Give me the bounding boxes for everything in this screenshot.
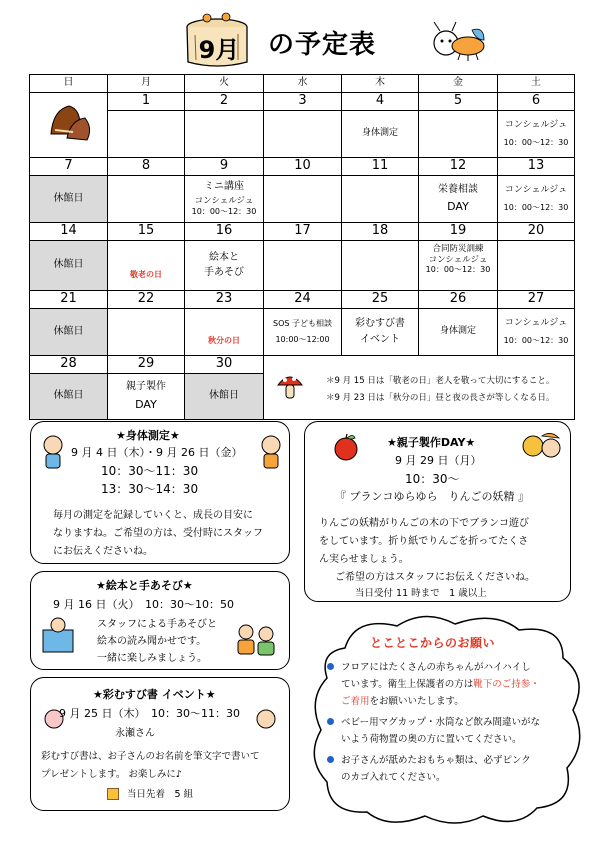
date-number: 17	[264, 223, 342, 241]
box-text: プレゼントします。 お楽しみに♪	[41, 769, 182, 780]
craft-day-box	[304, 421, 571, 602]
weekday-header-row	[30, 75, 575, 93]
date-number: 13	[498, 158, 575, 176]
event-label: コンシェルジュ	[504, 318, 568, 329]
book-reading-icon	[39, 616, 77, 656]
requests-cloud	[305, 608, 590, 830]
bullet-icon	[327, 756, 334, 763]
date-number: 30	[185, 356, 264, 374]
request-text-part: をお願いいたします。	[369, 696, 464, 707]
box-title: ★親子製作DAY★	[387, 436, 476, 449]
date-number: 20	[498, 223, 575, 241]
box-footer: 当日先着 5 組	[127, 789, 194, 800]
event-label: コンシェルジュ	[504, 185, 568, 196]
request-text: のカゴ入れてください。	[341, 772, 446, 783]
holiday-cell	[185, 309, 264, 356]
event-row	[30, 111, 575, 158]
box-text: ご希望の方はスタッフにお伝えくださいね。	[335, 572, 535, 583]
page-title: の予定表	[268, 30, 377, 60]
bullet-icon	[327, 663, 334, 670]
date-row	[30, 93, 575, 111]
closed-day: 休館日	[30, 176, 108, 223]
gift-icon	[107, 788, 119, 800]
event-label: イベント	[360, 333, 400, 345]
holiday-label: 秋分の日	[208, 336, 240, 345]
event-time: 10:00～12:00	[275, 335, 330, 344]
date-number: 26	[419, 291, 498, 309]
acorn-cell	[30, 93, 108, 158]
closed-day: 休館日	[30, 374, 108, 420]
event-drill	[419, 241, 498, 291]
event-time: 10：00～12：30	[425, 265, 491, 275]
event-concierge	[498, 176, 575, 223]
note-line: ＊9 月 23 日は「秋分の日」昼と夜の長さが等しくなる日。	[326, 392, 555, 403]
weekday-cell: 木	[342, 75, 419, 93]
event-cell	[264, 176, 342, 223]
date-row	[30, 356, 575, 374]
event-row	[30, 176, 575, 223]
date-number: 10	[264, 158, 342, 176]
weekday-cell: 土	[498, 75, 575, 93]
bug-icon	[434, 22, 484, 61]
event-cell	[342, 241, 419, 291]
box-title: ★絵本と手あそび★	[96, 579, 193, 592]
event-musubi	[342, 309, 419, 356]
date-number: 29	[108, 356, 185, 374]
bullet-icon	[327, 718, 334, 725]
box-text: 絵本の読み聞かせです。	[97, 636, 207, 647]
event-cell	[108, 309, 185, 356]
event-time: 10：00～12：30	[503, 137, 569, 147]
date-number: 12	[419, 158, 498, 176]
request-highlight: 靴下のご持参・	[473, 679, 540, 690]
event-label: DAY	[135, 397, 157, 411]
event-label: 合同防災訓練	[432, 244, 484, 254]
musubi-box	[30, 677, 290, 811]
date-number: 6	[498, 93, 575, 111]
box-text: なりますね。ご希望の方は、受付時にスタッフ	[53, 528, 263, 539]
event-concierge	[498, 309, 575, 356]
event-nutrition	[419, 176, 498, 223]
event-body-measure: 身体測定	[419, 309, 498, 356]
event-sos	[264, 309, 342, 356]
event-date: 9 月 25 日（木） 10：30～11：30	[59, 707, 240, 720]
request-text: いよう荷物置の奥の方に置いてください。	[341, 734, 522, 745]
event-cell	[264, 111, 342, 158]
event-label: コンシェルジュ	[428, 254, 488, 265]
box-text: 一緒に楽しみましょう。	[97, 653, 207, 664]
event-label: 手あそび	[204, 267, 244, 278]
note-line: ＊9 月 15 日は「敬老の日」老人を敬って大切にすること。	[326, 375, 555, 386]
event-cell	[185, 111, 264, 158]
closed-day: 休館日	[185, 374, 264, 420]
notes-cell	[264, 356, 575, 420]
date-number: 15	[108, 223, 185, 241]
event-time: 13：30～14：30	[101, 482, 199, 496]
event-time: 10：00～12：30	[503, 202, 569, 212]
event-picture-book	[185, 241, 264, 291]
event-time: 10：00～12：30	[503, 335, 569, 345]
date-number: 24	[264, 291, 342, 309]
event-time: 10：00～12：30	[191, 207, 257, 217]
event-date: 9 月 16 日（火） 10：30～10：50	[53, 598, 234, 611]
chestnut-icon	[43, 100, 95, 144]
weekday-cell: 金	[419, 75, 498, 93]
event-date: 9 月 29 日（月）	[395, 454, 482, 467]
date-number: 25	[342, 291, 419, 309]
weekday-cell: 日	[30, 75, 108, 93]
date-number: 2	[185, 93, 264, 111]
mushroom-icon	[276, 371, 304, 403]
request-highlight: ご着用	[341, 696, 370, 707]
requests-title: とことこからのお願い	[370, 636, 496, 650]
holiday-label: 敬老の日	[130, 269, 162, 279]
request-text	[341, 676, 540, 690]
event-label: 絵本と	[209, 251, 239, 263]
event-cell	[419, 111, 498, 158]
date-number: 1	[108, 93, 185, 111]
child-icon	[39, 434, 67, 470]
apple-icon	[331, 432, 361, 462]
weekday-cell: 水	[264, 75, 342, 93]
picture-book-box	[30, 571, 290, 670]
date-row	[30, 158, 575, 176]
month-badge: 9月	[198, 36, 240, 64]
event-label: 栄養相談	[438, 183, 478, 195]
request-text: ベビー用マグカップ・水筒など飲み間違いがな	[341, 717, 541, 728]
event-label: コンシェルジュ	[194, 196, 254, 207]
date-number: 3	[264, 93, 342, 111]
weekday-cell: 月	[108, 75, 185, 93]
date-number: 11	[342, 158, 419, 176]
date-number: 22	[108, 291, 185, 309]
event-label: ミニ講座	[204, 180, 244, 192]
page-header	[0, 0, 595, 74]
face-icon	[253, 708, 279, 730]
children-playing-icon	[234, 622, 280, 658]
box-title: ★身体測定★	[116, 429, 180, 442]
box-text: 毎月の測定を記録していくと、成長の目安に	[53, 510, 253, 521]
event-cell	[108, 176, 185, 223]
event-label: DAY	[447, 200, 469, 214]
holiday-cell	[108, 241, 185, 291]
closed-day: 休館日	[30, 309, 108, 356]
event-cell	[264, 241, 342, 291]
date-number: 21	[30, 291, 108, 309]
event-body-measure: 身体測定	[342, 111, 419, 158]
event-label: 彩むすび書	[355, 318, 405, 329]
event-label: SOS 子ども相談	[273, 319, 332, 328]
body-measure-box	[30, 421, 290, 564]
box-text: りんごの妖精がりんごの木の下でブランコ遊び	[319, 518, 529, 529]
date-number: 9	[185, 158, 264, 176]
presenter-name: 永瀬さん	[115, 728, 155, 739]
event-craft-day	[108, 374, 185, 420]
closed-day: 休館日	[30, 241, 108, 291]
date-number: 16	[185, 223, 264, 241]
event-label: 親子製作	[126, 381, 166, 393]
date-number: 23	[185, 291, 264, 309]
box-text: をしています。折り紙でりんごを折ってたくさ	[319, 536, 529, 547]
box-text: 彩むすび書は、お子さんのお名前を筆文字で書いて	[41, 751, 260, 762]
box-title: ★彩むすび書 イベント★	[93, 688, 216, 701]
date-number: 7	[30, 158, 108, 176]
box-footer: 当日受付 11 時まで 1 歳以上	[355, 588, 487, 599]
date-number: 28	[30, 356, 108, 374]
box-text: スタッフによる手あそびと	[97, 619, 217, 630]
request-text-part: ています。衛生上保護者の方は	[341, 679, 474, 690]
date-row	[30, 291, 575, 309]
event-cell	[342, 176, 419, 223]
event-row	[30, 241, 575, 291]
box-text: ん実らせましょう。	[319, 554, 409, 565]
event-time: 10：30～	[405, 472, 460, 486]
event-cell	[108, 111, 185, 158]
event-concierge	[498, 111, 575, 158]
event-date: 9 月 4 日（木）・9 月 26 日（金）	[71, 446, 243, 459]
weekday-cell: 火	[185, 75, 264, 93]
date-row	[30, 223, 575, 241]
event-time: 10：30～11：30	[101, 464, 199, 478]
date-number: 4	[342, 93, 419, 111]
date-number: 8	[108, 158, 185, 176]
apple-fairy-icon	[515, 428, 565, 464]
date-number: 18	[342, 223, 419, 241]
request-text	[341, 693, 464, 707]
child-icon	[257, 434, 285, 470]
calendar-table	[29, 74, 575, 420]
box-text: にお伝えくださいね。	[53, 546, 153, 557]
request-text: お子さんが舐めたおもちゃ類は、必ずピンク	[341, 755, 531, 766]
event-cell	[498, 241, 575, 291]
event-row	[30, 309, 575, 356]
date-number: 14	[30, 223, 108, 241]
request-text: フロアにはたくさんの赤ちゃんがハイハイし	[341, 662, 531, 673]
date-number: 27	[498, 291, 575, 309]
date-number: 19	[419, 223, 498, 241]
event-mini-lecture	[185, 176, 264, 223]
event-label: コンシェルジュ	[504, 120, 568, 131]
craft-theme: 『 ブランコゆらゆら りんごの妖精 』	[335, 490, 529, 503]
date-number: 5	[419, 93, 498, 111]
